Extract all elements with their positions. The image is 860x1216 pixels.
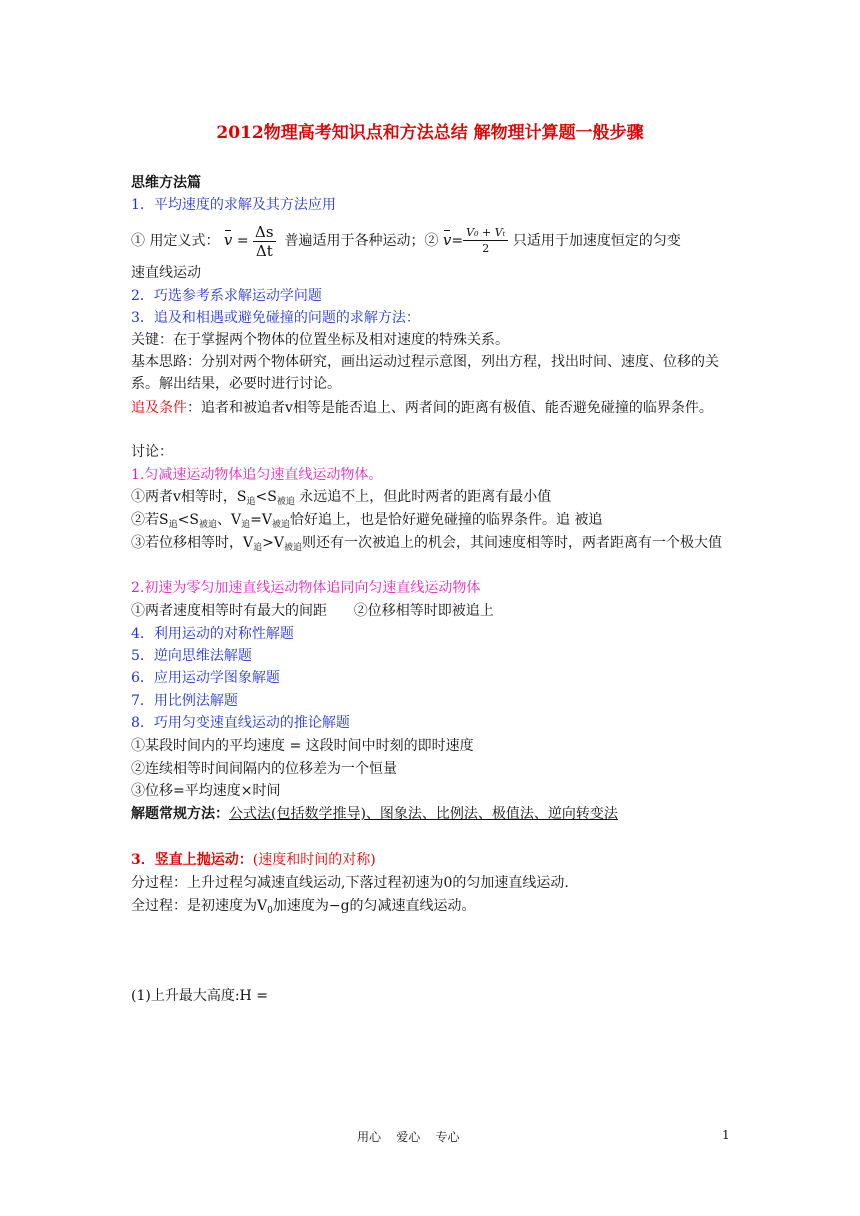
chase-condition-text: ：追者和被追者v相等是能否追上、两者间的距离有极值、能否避免碰撞的临界条件。 — [187, 400, 713, 416]
whole-process — [131, 895, 476, 922]
subscript: 追 — [253, 543, 263, 553]
text-part: 则还有一次被追上的机会，其间速度相等时，两者距离有一个极大值 — [302, 535, 722, 551]
text-part: >V — [262, 535, 284, 551]
equals-sign: = — [236, 233, 249, 249]
item-5: 5．逆向思维法解题 — [131, 648, 252, 664]
item-6: 6．应用运动学图象解题 — [131, 670, 280, 686]
subscript: 被追 — [198, 520, 217, 530]
chase-condition-label: 追及条件 — [131, 400, 187, 416]
item-8: 8．巧用匀变速直线运动的推论解题 — [131, 715, 350, 731]
vertical-throw-note: (速度和时间的对称) — [252, 852, 376, 868]
item-1: 1．平均速度的求解及其方法应用 — [131, 197, 336, 213]
text-part: 、V — [216, 512, 242, 528]
case-1-heading: 1.匀减速运动物体追匀速直线运动物体。 — [131, 467, 383, 483]
equals-sign-2: = — [451, 233, 464, 249]
item-2: 2．巧选参考系求解运动学问题 — [131, 288, 322, 304]
common-methods — [131, 803, 618, 825]
basic-approach: 基本思路：分别对两个物体研究，画出运动过程示意图，列出方程，找出时间、速度、位移的关系。解出结果，必要时进行讨论。 — [131, 354, 719, 392]
case-1-point-3 — [131, 532, 736, 559]
v-bar-symbol: v — [223, 231, 233, 249]
item-4: 4．利用运动的对称性解题 — [131, 626, 294, 642]
text-part: ②若S — [131, 512, 169, 528]
text-part: <S — [177, 512, 199, 528]
text-part: ①两者v相等时，S — [131, 489, 247, 505]
subscript: 被追 — [276, 497, 295, 507]
inference-1: ①某段时间内的平均速度 = 这段时间中时刻的即时速度 — [131, 738, 474, 754]
definition-middle-text: 普遍适用于各种运动；② — [284, 233, 439, 249]
footer-motto: 用心 爱心 专心 — [357, 1130, 460, 1144]
max-height-line: (1)上升最大高度:H = — [131, 988, 268, 1004]
text-part: =V — [250, 512, 272, 528]
subscript: 追 — [241, 520, 251, 530]
case-2-heading: 2.初速为零匀加速直线运动物体追同向匀速直线运动物体 — [131, 580, 481, 596]
subscript: 追 — [246, 497, 256, 507]
subscript: 0 — [267, 906, 273, 916]
page-number: 1 — [722, 1128, 730, 1142]
case-2-points: ①两者速度相等时有最大的间距 ②位移相等时即被追上 — [131, 603, 494, 619]
subscript: 追 — [168, 520, 178, 530]
inference-2: ②连续相等时间间隔内的位移差为一个恒量 — [131, 761, 397, 777]
common-methods-text: 公式法(包括数学推导)、图象法、比例法、极值法、逆向转变法 — [229, 806, 618, 822]
subscript: 被追 — [271, 520, 290, 530]
text-part: <S — [255, 489, 277, 505]
definition-prefix: ① 用定义式： — [131, 233, 220, 249]
text-part: 全过程：是初速度为V — [131, 898, 268, 914]
average-velocity-formulas — [131, 220, 681, 261]
common-methods-label: 解题常规方法： — [131, 806, 229, 822]
item-3: 3．追及和相遇或避免碰撞的问题的求解方法： — [131, 310, 420, 326]
definition-tail-text: 只适用于加速度恒定的匀变 — [512, 233, 681, 249]
fraction-numerator-2: V₀ + Vₜ — [463, 226, 508, 241]
fraction-ds-dt — [253, 223, 276, 260]
section-heading: 思维方法篇 — [131, 175, 201, 191]
item-7: 7．用比例法解题 — [131, 693, 238, 709]
subscript: 被追 — [283, 543, 302, 553]
sub-process: 分过程：上升过程匀减速直线运动,下落过程初速为0的匀加速直线运动. — [131, 875, 569, 891]
inference-3: ③位移=平均速度×时间 — [131, 783, 281, 799]
fraction-v0-vt — [463, 226, 508, 257]
chase-condition — [131, 397, 736, 419]
discussion-label: 讨论： — [131, 444, 173, 460]
text-part: 加速度为−g的匀减速直线运动。 — [272, 898, 476, 914]
definition-continuation: 速直线运动 — [131, 265, 201, 281]
v-bar-symbol-2: v — [442, 231, 452, 249]
fraction-numerator: Δs — [255, 222, 274, 241]
key-point: 关键：在于掌握两个物体的位置坐标及相对速度的特殊关系。 — [131, 332, 509, 348]
fraction-denominator: Δt — [255, 241, 273, 260]
fraction-denominator-2: 2 — [482, 241, 490, 255]
vertical-throw-label: 3．竖直上抛运动： — [131, 852, 253, 868]
text-part: 永远追不上，但此时两者的距离有最小值 — [294, 489, 552, 505]
document-title: 2012物理高考知识点和方法总结 解物理计算题一般步骤 — [216, 123, 644, 143]
vertical-throw-heading — [131, 849, 376, 871]
text-part: 恰好追上，也是恰好避免碰撞的临界条件。追 被追 — [289, 512, 603, 528]
text-part: ③若位移相等时，V — [131, 535, 254, 551]
